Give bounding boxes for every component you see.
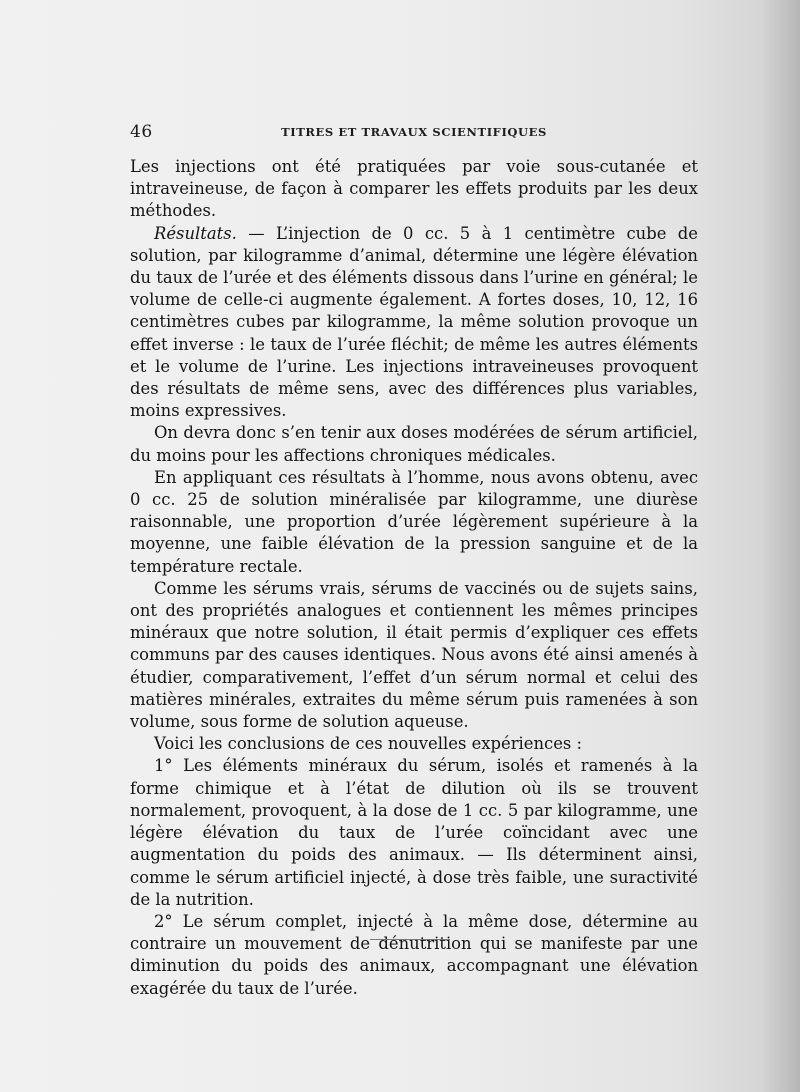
end-rule-divider: [370, 939, 450, 940]
paragraph-text: On devra donc s’en tenir aux doses modérées de sérum artificiel, du moins pour les affections chroniques médicales.: [130, 423, 698, 465]
paragraph-text: 2° Le sérum complet, injecté à la même dose, détermine au contraire un mouvement de dénutrition qui se manifeste par une diminution du poids des animaux, accompagnant une élévation exagérée du taux de l’urée.: [130, 911, 698, 998]
running-title: TITRES ET TRAVAUX SCIENTIFIQUES: [281, 125, 547, 139]
paragraph-text: 1° Les éléments minéraux du sérum, isolés et ramenés à la forme chimique et à l’état de dilution où ils se trouvent normalement, provoquent, à la dose de 1 cc. 5 par kilogramme, une légère élévation du taux de l’urée coïncidant avec une augmentation du poids des animaux. — Ils déterminent ainsi, comme le sérum artificiel injecté, à dose très faible, une suractivité de la nutrition.: [130, 756, 698, 909]
page-number: 46: [130, 122, 153, 142]
paragraph: [130, 911, 698, 1000]
paragraph: [130, 223, 698, 423]
paragraph-lead: Résultats.: [154, 223, 237, 243]
paragraph-text: — L’injection de 0 cc. 5 à 1 centimètre cube de solution, par kilogramme d’animal, détermine une légère élévation du taux de l’urée et des éléments dissous dans l’urine en général; le volume de celle-ci augmente également. A fortes doses, 10, 12, 16 centimètres cubes par kilogramme, la même solution provoque un effet inverse : le taux de l’urée fléchit; de même les autres éléments et le volume de l’urine. Les injections intraveineuses provoquent des résultats de même sens, avec des différences plus variables, moins expressives.: [130, 223, 698, 421]
paragraph: [130, 733, 698, 755]
page-header: [130, 122, 698, 146]
paragraph: [130, 156, 698, 223]
paragraph-text: Voici les conclusions de ces nouvelles expériences :: [154, 734, 583, 754]
paragraph: [130, 467, 698, 578]
paragraph: [130, 422, 698, 466]
paragraph: [130, 755, 698, 910]
paragraph-text: En appliquant ces résultats à l’homme, nous avons obtenu, avec 0 cc. 25 de solution minéralisée par kilogramme, une diurèse raisonnable, une proportion d’urée légèrement supérieure à la moyenne, une faible élévation de la pression sanguine et de la température rectale.: [130, 467, 698, 576]
paragraph-text: Comme les sérums vrais, sérums de vaccinés ou de sujets sains, ont des propriétés analogues et contiennent les mêmes principes minéraux que notre solution, il était permis d’expliquer ces effets communs par des causes identiques. Nous avons été ainsi amenés à étudier, comparativement, l’effet d’un sérum normal et celui des matières minérales, extraites du même sérum puis ramenées à son volume, sous forme de solution aqueuse.: [130, 578, 698, 732]
paragraph: [130, 578, 698, 733]
paragraph-text: Les injections ont été pratiquées par voie sous-cutanée et intraveineuse, de façon à comparer les effets produits par les deux méthodes.: [130, 157, 698, 221]
page-gutter-shadow: [760, 0, 800, 1092]
body-text: [130, 156, 698, 1000]
